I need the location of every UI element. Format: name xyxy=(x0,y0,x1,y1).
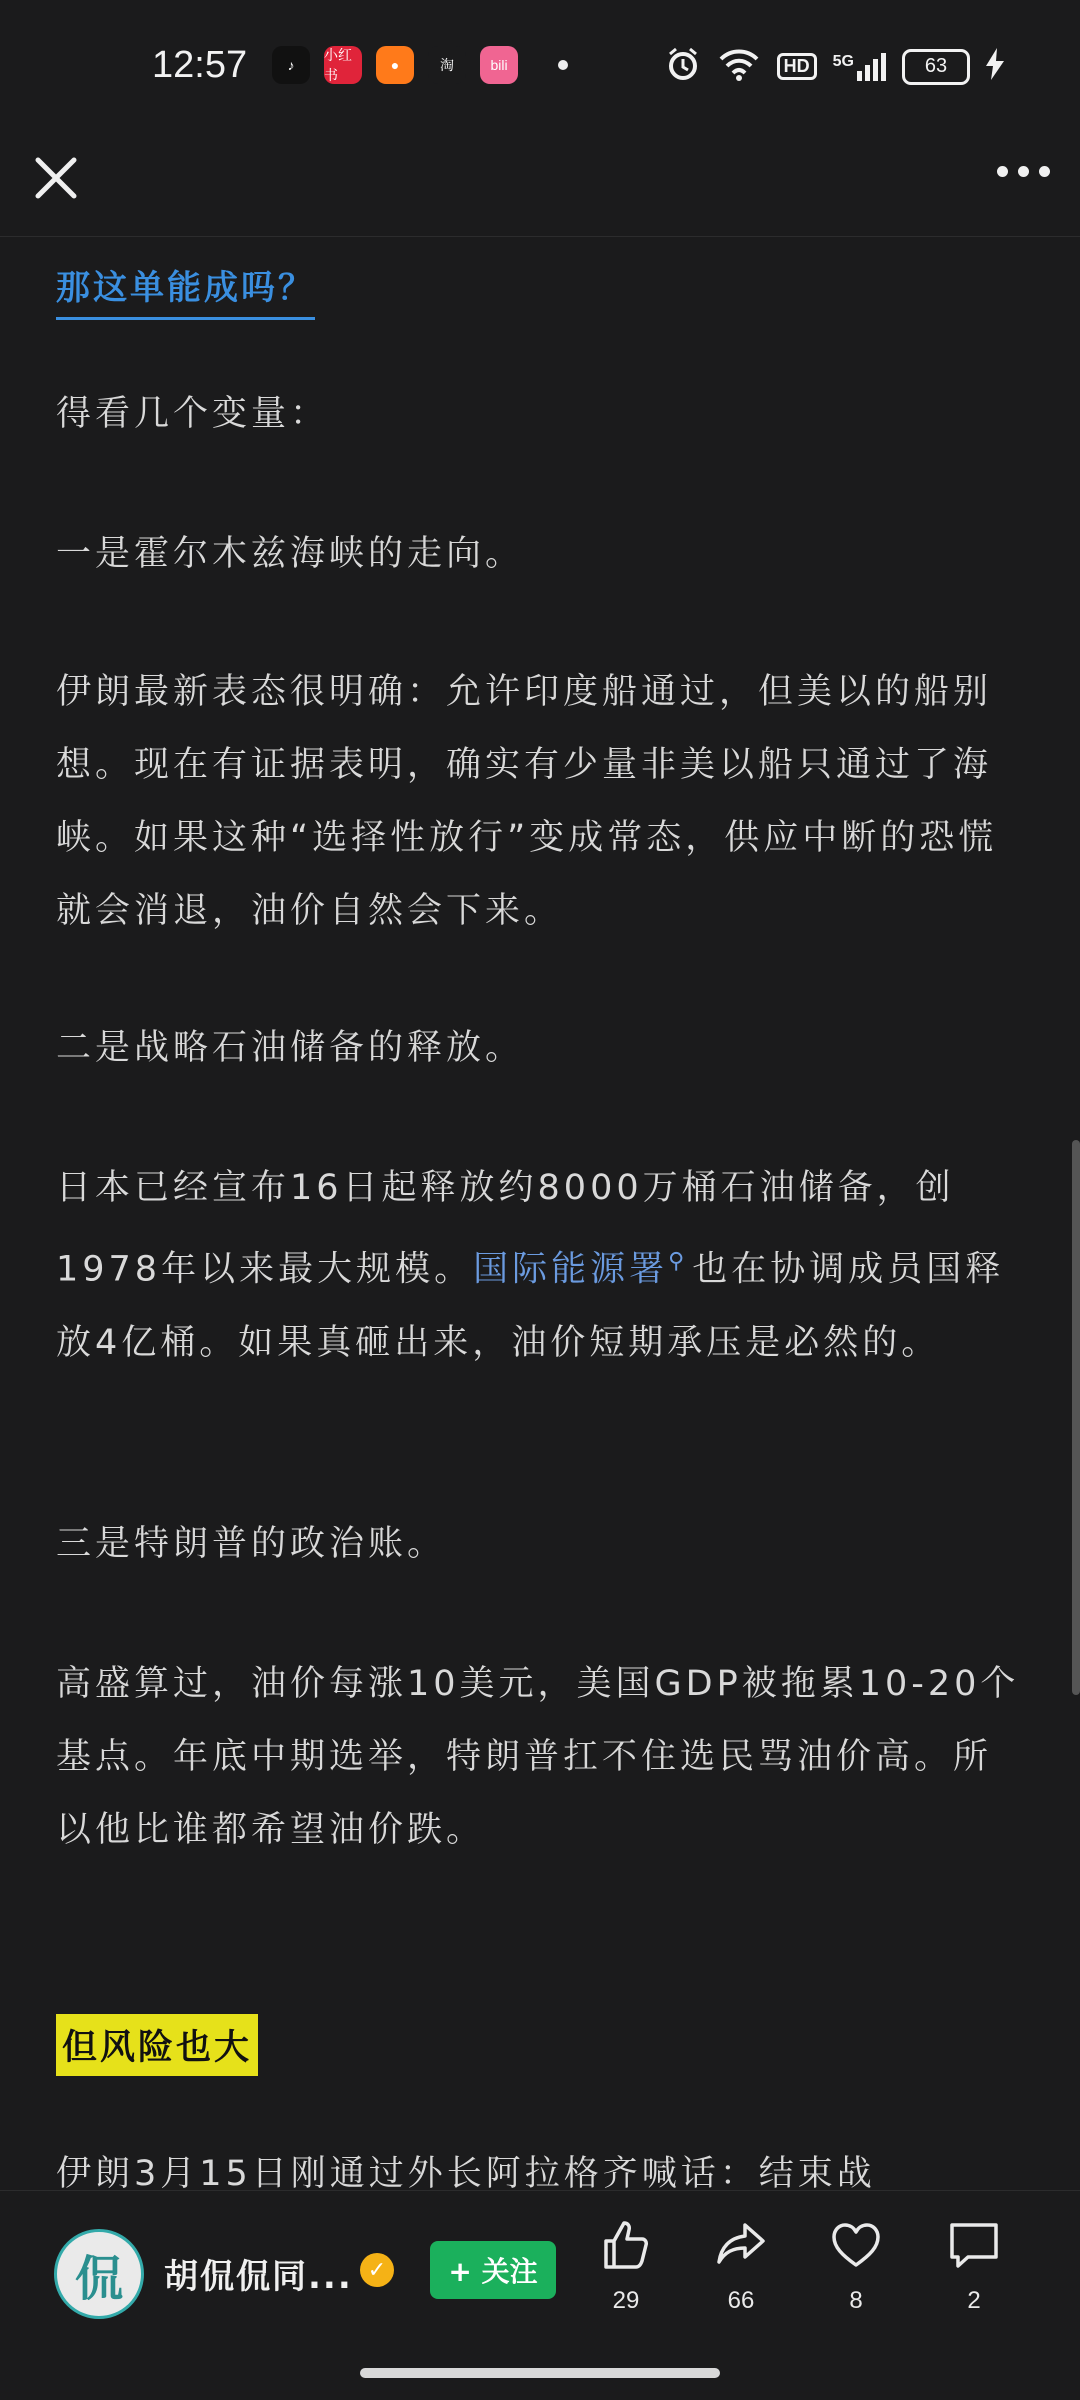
heart-icon xyxy=(828,2217,884,2273)
author-name[interactable]: 胡侃侃同... xyxy=(164,2257,353,2297)
xiaohongshu-icon: 小红书 xyxy=(324,46,362,84)
bilibili-icon: bili xyxy=(480,46,518,84)
share-count: 66 xyxy=(727,2287,755,2314)
scrollbar[interactable] xyxy=(1072,1140,1080,1695)
like-button[interactable] xyxy=(586,2217,666,2315)
hd-badge: HD xyxy=(777,53,817,80)
more-options-icon[interactable] xyxy=(997,166,1050,177)
paragraph: 伊朗最新表态很明确：允许印度船通过，但美以的船别想。现在有证据表明，确实有少量非美以船只通过了海峡。如果这种“选择性放行”变成常态，供应中断的恐慌就会消退，油价自然会下来。 xyxy=(56,672,998,931)
comment-button[interactable] xyxy=(934,2217,1014,2315)
kuaishou-icon: ● xyxy=(376,46,414,84)
paragraph: 三是特朗普的政治账。 xyxy=(56,1524,447,1564)
like-count: 29 xyxy=(612,2287,640,2314)
keyword-link[interactable]: 国际能源署 xyxy=(473,1249,669,1290)
share-icon xyxy=(713,2217,769,2273)
close-icon[interactable] xyxy=(30,152,82,204)
network-label: 5G xyxy=(832,52,854,70)
comment-icon xyxy=(946,2217,1002,2273)
charging-icon xyxy=(986,48,1004,85)
follow-button[interactable]: + 关注 xyxy=(430,2241,556,2299)
paragraph-text: 日本已经宣布16日起释放约8000万桶石油储备，创1978年以来最大规模。 xyxy=(56,1168,955,1290)
tiktok-icon: ♪ xyxy=(272,46,310,84)
comment-count: 2 xyxy=(967,2287,981,2314)
paragraph: 得看几个变量： xyxy=(56,394,330,434)
share-button[interactable] xyxy=(701,2217,781,2315)
paragraph: 二是战略石油储备的释放。 xyxy=(56,1028,525,1068)
top-nav-bar xyxy=(0,140,1080,237)
search-icon[interactable]: ⚲ xyxy=(668,1249,689,1274)
taobao-icon: 淘 xyxy=(428,46,466,84)
notification-app-icons xyxy=(272,46,568,84)
paragraph-text: 也在协调成员国释放4亿桶。如果真砸出来，油价短期承压是必然的。 xyxy=(56,1249,1005,1363)
paragraph: 一是霍尔木兹海峡的走向。 xyxy=(56,534,525,574)
favorite-count: 8 xyxy=(849,2287,863,2314)
system-indicators xyxy=(665,46,1004,87)
more-notifications-dot xyxy=(558,60,568,70)
section-heading-link[interactable]: 那这单能成吗？ xyxy=(56,260,315,320)
battery-indicator xyxy=(902,49,970,85)
paragraph: 伊朗3月15日刚通过外长阿拉格齐喊话：结束战 xyxy=(56,2154,876,2188)
highlighted-subheading: 但风险也大 xyxy=(56,2014,258,2076)
paragraph xyxy=(56,1152,1026,1380)
signal-icon xyxy=(833,53,886,81)
home-indicator[interactable] xyxy=(360,2368,720,2378)
wifi-icon xyxy=(717,47,761,86)
article-content xyxy=(56,238,1026,2188)
paragraph: 高盛算过，油价每涨10美元，美国GDP被拖累10-20个基点。年底中期选举，特朗普扛不住选民骂油价高。所以他比谁都希望油价跌。 xyxy=(56,1664,1020,1850)
avatar[interactable]: 侃 xyxy=(54,2229,144,2319)
alarm-icon xyxy=(665,46,701,87)
verified-icon: ✓ xyxy=(360,2253,394,2287)
battery-level: 63 xyxy=(924,55,948,77)
status-bar xyxy=(0,0,1080,140)
bottom-action-bar xyxy=(0,2190,1080,2351)
thumbs-up-icon xyxy=(598,2217,654,2273)
favorite-button[interactable] xyxy=(816,2217,896,2315)
status-time: 12:57 xyxy=(152,44,248,86)
